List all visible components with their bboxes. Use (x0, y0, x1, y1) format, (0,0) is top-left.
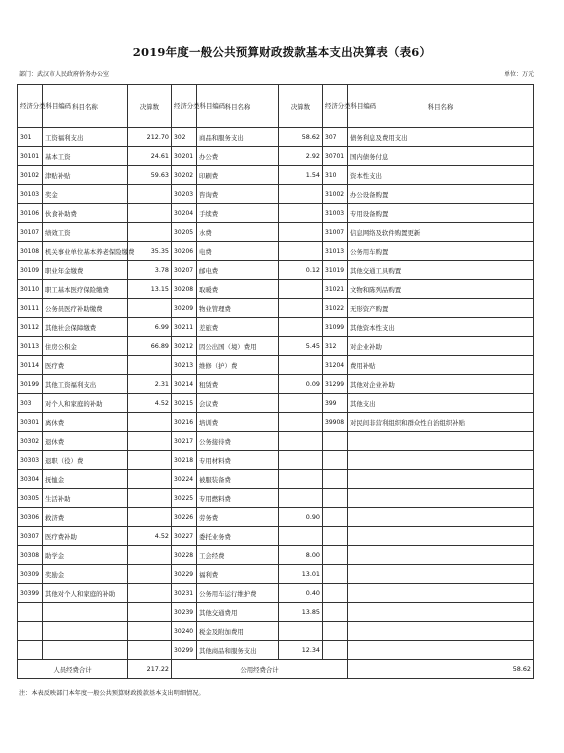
cell-code-1 (18, 603, 43, 622)
cell-code-1: 30308 (18, 546, 43, 565)
cell-amount-2 (279, 451, 323, 470)
cell-code-2: 30201 (172, 147, 197, 166)
table-row (18, 166, 534, 185)
cell-code-3: 31007 (323, 223, 348, 242)
cell-code-2: 30231 (172, 584, 197, 603)
cell-code-3 (323, 584, 348, 603)
cell-name-1: 退职（役）费 (43, 451, 128, 470)
cell-amount-1: 3.78 (128, 261, 172, 280)
table-row (18, 185, 534, 204)
cell-code-3 (323, 527, 348, 546)
cell-code-1: 30307 (18, 527, 43, 546)
cell-amount-2 (279, 185, 323, 204)
cell-code-3: 31299 (323, 375, 348, 394)
cell-amount-1: 4.52 (128, 527, 172, 546)
department-label: 部门：武汉市人民政府侨务办公室 (19, 71, 110, 78)
cell-code-2: 30212 (172, 337, 197, 356)
cell-code-1: 30304 (18, 470, 43, 489)
cell-amount-1 (128, 603, 172, 622)
cell-name-2: 办公费 (197, 147, 279, 166)
cell-amount-2: 1.54 (279, 166, 323, 185)
cell-name-1: 其他社会保障缴费 (43, 318, 128, 337)
cell-amount-1: 24.61 (128, 147, 172, 166)
cell-code-3: 307 (323, 128, 348, 147)
cell-code-1 (18, 641, 43, 660)
cell-amount-1 (128, 546, 172, 565)
cell-amount-2 (279, 356, 323, 375)
cell-amount-2: 5.45 (279, 337, 323, 356)
cell-code-3: 399 (323, 394, 348, 413)
cell-code-2: 30228 (172, 546, 197, 565)
cell-code-2: 30214 (172, 375, 197, 394)
table-row (18, 489, 534, 508)
cell-amount-1 (128, 299, 172, 318)
cell-name-3 (348, 641, 534, 660)
cell-code-1: 30302 (18, 432, 43, 451)
cell-name-3 (348, 565, 534, 584)
cell-code-3 (323, 622, 348, 641)
cell-amount-1 (128, 489, 172, 508)
cell-code-1: 30305 (18, 489, 43, 508)
cell-name-1: 职工基本医疗保险缴费 (43, 280, 128, 299)
cell-name-2: 公务用车运行维护费 (197, 584, 279, 603)
cell-amount-1 (128, 584, 172, 603)
cell-name-2: 差旅费 (197, 318, 279, 337)
cell-name-3: 无形资产购置 (348, 299, 534, 318)
cell-name-1: 住房公积金 (43, 337, 128, 356)
cell-code-1: 30103 (18, 185, 43, 204)
cell-code-1: 30108 (18, 242, 43, 261)
cell-name-3: 资本性支出 (348, 166, 534, 185)
cell-code-3 (323, 451, 348, 470)
cell-code-1: 30106 (18, 204, 43, 223)
cell-name-1: 救济费 (43, 508, 128, 527)
table-row (18, 299, 534, 318)
cell-name-3: 其他资本性支出 (348, 318, 534, 337)
cell-amount-2: 58.62 (279, 128, 323, 147)
table-row (18, 451, 534, 470)
cell-amount-2: 0.12 (279, 261, 323, 280)
cell-amount-2 (279, 318, 323, 337)
cell-name-3: 信息网络及软件购置更新 (348, 223, 534, 242)
cell-code-2: 30218 (172, 451, 197, 470)
cell-name-1: 奖励金 (43, 565, 128, 584)
table-row (18, 546, 534, 565)
header-name-3: 科目名称 (348, 85, 534, 128)
cell-name-3: 其他支出 (348, 394, 534, 413)
cell-name-3 (348, 603, 534, 622)
cell-code-1: 30309 (18, 565, 43, 584)
cell-amount-2 (279, 622, 323, 641)
cell-code-3: 31013 (323, 242, 348, 261)
cell-amount-2 (279, 280, 323, 299)
cell-code-3 (323, 470, 348, 489)
header-amount-2: 决算数 (279, 85, 323, 128)
cell-name-2: 公务接待费 (197, 432, 279, 451)
cell-amount-2: 13.85 (279, 603, 323, 622)
table-row (18, 318, 534, 337)
cell-name-2: 会议费 (197, 394, 279, 413)
table-row (18, 603, 534, 622)
cell-name-2: 印刷费 (197, 166, 279, 185)
cell-code-2: 30224 (172, 470, 197, 489)
table-row (18, 204, 534, 223)
cell-code-2: 30229 (172, 565, 197, 584)
header-code-3: 经济分类科目编码 (323, 85, 348, 128)
table-row (18, 337, 534, 356)
header-amount-1: 决算数 (128, 85, 172, 128)
cell-name-2: 租赁费 (197, 375, 279, 394)
cell-name-2: 其他交通费用 (197, 603, 279, 622)
cell-code-3 (323, 641, 348, 660)
table-row (18, 641, 534, 660)
cell-code-3: 31003 (323, 204, 348, 223)
cell-amount-1 (128, 223, 172, 242)
cell-name-1: 生活补助 (43, 489, 128, 508)
cell-name-2: 电费 (197, 242, 279, 261)
cell-amount-1 (128, 413, 172, 432)
table-row (18, 261, 534, 280)
cell-name-2: 商品和服务支出 (197, 128, 279, 147)
cell-name-1: 离休费 (43, 413, 128, 432)
cell-code-2: 30226 (172, 508, 197, 527)
report-title: 2019年度一般公共预算财政拨款基本支出决算表（表6） (132, 45, 432, 59)
cell-name-2: 水费 (197, 223, 279, 242)
cell-name-2: 税金及附加费用 (197, 622, 279, 641)
cell-name-3: 国内债务付息 (348, 147, 534, 166)
cell-code-1: 30114 (18, 356, 43, 375)
cell-amount-2 (279, 394, 323, 413)
cell-code-1: 30301 (18, 413, 43, 432)
public-total-value: 58.62 (348, 660, 534, 679)
cell-name-1 (43, 622, 128, 641)
cell-code-2: 30213 (172, 356, 197, 375)
cell-name-2: 物业管理费 (197, 299, 279, 318)
cell-amount-2 (279, 470, 323, 489)
cell-code-3 (323, 489, 348, 508)
cell-code-2: 30206 (172, 242, 197, 261)
cell-amount-2: 2.92 (279, 147, 323, 166)
cell-code-1: 30110 (18, 280, 43, 299)
cell-name-2: 取暖费 (197, 280, 279, 299)
cell-code-1: 30306 (18, 508, 43, 527)
cell-amount-2 (279, 413, 323, 432)
cell-code-2: 302 (172, 128, 197, 147)
cell-code-3 (323, 508, 348, 527)
cell-name-1: 基本工资 (43, 147, 128, 166)
cell-name-3 (348, 451, 534, 470)
cell-name-3 (348, 527, 534, 546)
cell-code-2: 30239 (172, 603, 197, 622)
cell-amount-1 (128, 565, 172, 584)
cell-name-2: 培训费 (197, 413, 279, 432)
cell-name-3 (348, 489, 534, 508)
totals-row (18, 660, 534, 679)
cell-name-1: 其他工资福利支出 (43, 375, 128, 394)
cell-amount-2 (279, 299, 323, 318)
cell-name-1: 医疗费补助 (43, 527, 128, 546)
table-row (18, 432, 534, 451)
cell-name-1: 绩效工资 (43, 223, 128, 242)
cell-code-1: 303 (18, 394, 43, 413)
cell-amount-1 (128, 641, 172, 660)
cell-name-2: 专用材料费 (197, 451, 279, 470)
cell-amount-1: 59.63 (128, 166, 172, 185)
cell-code-3 (323, 565, 348, 584)
header-name-2: 科目名称 (197, 85, 279, 128)
cell-code-3: 312 (323, 337, 348, 356)
cell-name-2: 邮电费 (197, 261, 279, 280)
cell-code-1: 30112 (18, 318, 43, 337)
cell-code-2: 30299 (172, 641, 197, 660)
cell-name-1 (43, 641, 128, 660)
cell-code-1 (18, 622, 43, 641)
cell-code-2: 30211 (172, 318, 197, 337)
cell-code-2: 30215 (172, 394, 197, 413)
cell-amount-1 (128, 185, 172, 204)
cell-code-2: 30202 (172, 166, 197, 185)
cell-code-2: 30225 (172, 489, 197, 508)
cell-amount-2: 13.01 (279, 565, 323, 584)
cell-name-1: 医疗费 (43, 356, 128, 375)
cell-name-2: 福利费 (197, 565, 279, 584)
cell-code-1: 30111 (18, 299, 43, 318)
cell-name-3 (348, 584, 534, 603)
personnel-total-label: 人员经费合计 (18, 660, 128, 679)
cell-code-3: 310 (323, 166, 348, 185)
cell-amount-2 (279, 223, 323, 242)
cell-name-1: 对个人和家庭的补助 (43, 394, 128, 413)
cell-name-2: 因公出国（境）费用 (197, 337, 279, 356)
cell-amount-1: 4.52 (128, 394, 172, 413)
cell-code-2: 30209 (172, 299, 197, 318)
cell-amount-1: 6.99 (128, 318, 172, 337)
cell-amount-2: 8.00 (279, 546, 323, 565)
cell-name-3 (348, 470, 534, 489)
cell-code-3: 39908 (323, 413, 348, 432)
table-row (18, 622, 534, 641)
cell-amount-2: 0.09 (279, 375, 323, 394)
table-row (18, 394, 534, 413)
cell-code-2: 30208 (172, 280, 197, 299)
cell-name-1: 津贴补贴 (43, 166, 128, 185)
cell-code-3 (323, 546, 348, 565)
cell-name-2: 手续费 (197, 204, 279, 223)
cell-amount-1: 2.31 (128, 375, 172, 394)
table-row (18, 508, 534, 527)
cell-name-3: 对企业补助 (348, 337, 534, 356)
cell-code-1: 30109 (18, 261, 43, 280)
table-body (18, 85, 534, 660)
cell-amount-2 (279, 242, 323, 261)
cell-amount-1 (128, 470, 172, 489)
cell-code-2: 30227 (172, 527, 197, 546)
table-row (18, 565, 534, 584)
cell-code-1: 30399 (18, 584, 43, 603)
cell-name-1: 奖金 (43, 185, 128, 204)
cell-code-1: 30113 (18, 337, 43, 356)
cell-name-2: 被服装备费 (197, 470, 279, 489)
cell-name-2: 维修（护）费 (197, 356, 279, 375)
table-row (18, 223, 534, 242)
expenditure-table (17, 84, 534, 679)
cell-code-3: 31019 (323, 261, 348, 280)
cell-name-3: 专用设备购置 (348, 204, 534, 223)
cell-name-2: 专用燃料费 (197, 489, 279, 508)
cell-name-1: 其他对个人和家庭的补助 (43, 584, 128, 603)
cell-code-2: 30203 (172, 185, 197, 204)
header-name-1: 科目名称 (43, 85, 128, 128)
cell-code-1: 30199 (18, 375, 43, 394)
cell-name-2: 工会经费 (197, 546, 279, 565)
footnote: 注：本表反映部门本年度一般公共预算财政拨款基本支出明细情况。 (19, 690, 205, 697)
cell-code-3: 30701 (323, 147, 348, 166)
cell-amount-1: 35.35 (128, 242, 172, 261)
cell-name-1: 退休费 (43, 432, 128, 451)
table-header-row (18, 85, 534, 128)
cell-amount-1 (128, 432, 172, 451)
cell-code-2: 30216 (172, 413, 197, 432)
cell-amount-1 (128, 622, 172, 641)
cell-code-2: 30204 (172, 204, 197, 223)
cell-name-2: 委托业务费 (197, 527, 279, 546)
cell-amount-1: 13.15 (128, 280, 172, 299)
cell-name-3: 其他对企业补助 (348, 375, 534, 394)
personnel-total-value: 217.22 (128, 660, 172, 679)
cell-amount-2: 0.90 (279, 508, 323, 527)
table-row (18, 584, 534, 603)
cell-code-3 (323, 603, 348, 622)
cell-amount-1 (128, 356, 172, 375)
cell-code-3: 31099 (323, 318, 348, 337)
cell-name-3 (348, 432, 534, 451)
cell-code-2: 30240 (172, 622, 197, 641)
table-row (18, 128, 534, 147)
cell-amount-2 (279, 432, 323, 451)
cell-code-1: 30102 (18, 166, 43, 185)
cell-name-3: 文物和陈列品购置 (348, 280, 534, 299)
cell-code-1: 301 (18, 128, 43, 147)
cell-name-3: 公务用车购置 (348, 242, 534, 261)
cell-name-3 (348, 622, 534, 641)
cell-amount-1 (128, 508, 172, 527)
table-row (18, 356, 534, 375)
table-row (18, 470, 534, 489)
cell-amount-1 (128, 204, 172, 223)
table-row (18, 147, 534, 166)
cell-code-3: 31204 (323, 356, 348, 375)
cell-name-1: 抚恤金 (43, 470, 128, 489)
cell-name-1: 伙食补助费 (43, 204, 128, 223)
public-total-label: 公用经费合计 (172, 660, 348, 679)
cell-name-3: 对民间非营利组织和群众性自治组织补贴 (348, 413, 534, 432)
cell-amount-2: 0.40 (279, 584, 323, 603)
cell-name-3: 其他交通工具购置 (348, 261, 534, 280)
cell-code-2: 30207 (172, 261, 197, 280)
cell-amount-2 (279, 527, 323, 546)
table-row (18, 242, 534, 261)
cell-name-3: 债务利息及费用支出 (348, 128, 534, 147)
cell-name-1: 工资福利支出 (43, 128, 128, 147)
cell-name-2: 劳务费 (197, 508, 279, 527)
cell-name-1: 助学金 (43, 546, 128, 565)
cell-name-2: 其他商品和服务支出 (197, 641, 279, 660)
cell-name-1 (43, 603, 128, 622)
cell-amount-2 (279, 489, 323, 508)
cell-amount-1 (128, 451, 172, 470)
table-row (18, 413, 534, 432)
cell-code-2: 30205 (172, 223, 197, 242)
cell-name-3 (348, 508, 534, 527)
cell-amount-1: 212.70 (128, 128, 172, 147)
cell-name-1: 公务员医疗补助缴费 (43, 299, 128, 318)
cell-code-2: 30217 (172, 432, 197, 451)
cell-code-1: 30303 (18, 451, 43, 470)
cell-code-1: 30107 (18, 223, 43, 242)
unit-label: 单位：万元 (503, 71, 534, 78)
table-row (18, 375, 534, 394)
cell-code-3: 31002 (323, 185, 348, 204)
header-code-2: 经济分类科目编码 (172, 85, 197, 128)
cell-code-3: 31022 (323, 299, 348, 318)
table-row (18, 280, 534, 299)
cell-name-1: 机关事业单位基本养老保险缴费 (43, 242, 128, 261)
cell-code-3 (323, 432, 348, 451)
cell-code-1: 30101 (18, 147, 43, 166)
cell-name-2: 咨询费 (197, 185, 279, 204)
cell-name-1: 职业年金缴费 (43, 261, 128, 280)
cell-amount-2: 12.34 (279, 641, 323, 660)
cell-code-3: 31021 (323, 280, 348, 299)
cell-name-3: 费用补贴 (348, 356, 534, 375)
cell-name-3: 办公设备购置 (348, 185, 534, 204)
cell-amount-1: 66.89 (128, 337, 172, 356)
header-code-1: 经济分类科目编码 (18, 85, 43, 128)
cell-name-3 (348, 546, 534, 565)
table-row (18, 527, 534, 546)
cell-amount-2 (279, 204, 323, 223)
